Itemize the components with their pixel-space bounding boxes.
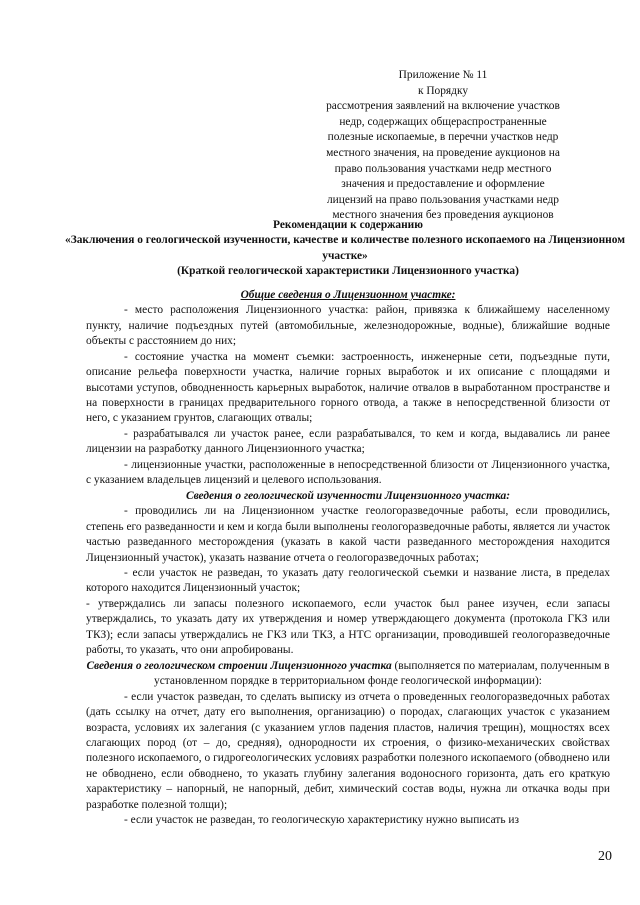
document-body — [65, 218, 625, 829]
appendix-line: к Порядку — [417, 84, 469, 97]
document-title-quoted: «Заключения о геологической изученности, качестве и количестве полезного ископаемого на Лицензионном участке» — [65, 234, 625, 262]
paragraph: - если участок не разведан, то указать дату геологической съемки и название листа, в пределах которого находится Лицензионный участок; — [86, 566, 610, 595]
paragraph: - разрабатывался ли участок ранее, если разрабатывался, то кем и когда, выдавались ли ранее лицензии на разработку данного Лицензионного участка; — [86, 427, 610, 456]
appendix-line: Приложение № 11 — [398, 69, 488, 81]
section-geology-heading-title: Сведения о геологическом строении Лицензионного участка — [86, 659, 392, 672]
page-number: 20 — [598, 849, 612, 864]
document-subtitle: (Краткой геологической характеристики Лицензионного участка) — [177, 265, 519, 278]
appendix-line: рассмотрения заявлений на включение участков — [326, 100, 560, 113]
appendix-line: значения и предоставление и оформление — [341, 178, 545, 191]
paragraph: - если участок не разведан, то геологическую характеристику нужно выписать из — [124, 814, 519, 827]
appendix-line: местного значения без проведения аукционов — [332, 209, 554, 222]
appendix-line: право пользования участками недр местного — [334, 162, 552, 175]
appendix-line: недр, содержащих общераспространенные — [339, 115, 547, 128]
paragraph: - проводились ли на Лицензионном участке геологоразведочные работы, если проводились, степень его разведанности и кем и когда были выполнены геологоразведочные работы, является ли участок частью разведанного месторождения (указать в какой части разведанного месторождения находится Лицензионный участок), указать название отчета о геологоразведочных работах; — [86, 505, 610, 564]
paragraph: - состояние участка на момент съемки: застроенность, инженерные сети, подъездные пути, описание рельефа поверхности участка, наличие горных выработок и их описание с площадями и высотами уступов, обводненность карьерных выработок, наличие отвалов в выработанном пространстве и на поверхности в границах предварительного горного отвода, а также в непосредственной близости от него, с указанием грунтов, слагающих отвалы; — [86, 350, 610, 425]
section-geology-heading — [86, 659, 610, 690]
appendix-header — [312, 68, 574, 224]
paragraph: - если участок разведан, то сделать выписку из отчета о проведенных геологоразведочных работах (дать ссылку на отчет, дату его выполнения, организацию) о породах, слагающих участок с указанием возраста, условиях их залегания (с указанием углов падения пластов, наличия трещин), мощностях всех слагающих пород (от – до, средняя), однородности их строения, о физико-механических свойствах полезного ископаемого, о гидрогеологических условиях разработки полезного ископаемого (обводнено или не обводнено, если обводнено, то указать глубину залегания водоносного горизонта, дать его краткую характеристику – напорный, не напорный, дебит, химический состав воды, нужна ли откачка воды при разработке полезной толщи); — [86, 690, 610, 811]
document-title: Рекомендации к содержанию — [273, 219, 423, 231]
appendix-line: местного значения, на проведение аукционов на — [326, 146, 560, 159]
appendix-line: полезные ископаемые, в перечни участков недр — [327, 131, 559, 144]
paragraph: - лицензионные участки, расположенные в непосредственной близости от Лицензионного участка, с указанием владельцев лицензий и целевого использования. — [86, 458, 610, 487]
paragraph: - утверждались ли запасы полезного ископаемого, если участок был ранее изучен, если запасы утверждались, то указать дату их утверждения и номер утверждающего документа (протокола ГКЗ или ТКЗ); если запасы утверждались не ГКЗ или ТКЗ, а НТС организации, проводившей геологоразведочные работы, то указать, что они апробированы. — [86, 597, 610, 657]
section-general-heading: Общие сведения о Лицензионном участке: — [240, 288, 456, 301]
section-geology-heading-note: (выполняется по материалам, полученным в установленном порядке в территориальном фонде геологической информации): — [154, 659, 610, 688]
section-exploration-heading: Сведения о геологической изученности Лицензионного участка: — [186, 489, 510, 502]
paragraph: - место расположения Лицензионного участка: район, привязка к ближайшему населенному пункту, наличие подъездных путей (автомобильные, железнодорожные, водные), ближайшие водные объекты с расстоянием до них; — [86, 304, 610, 348]
appendix-line: лицензий на право пользования участками недр — [326, 193, 560, 206]
